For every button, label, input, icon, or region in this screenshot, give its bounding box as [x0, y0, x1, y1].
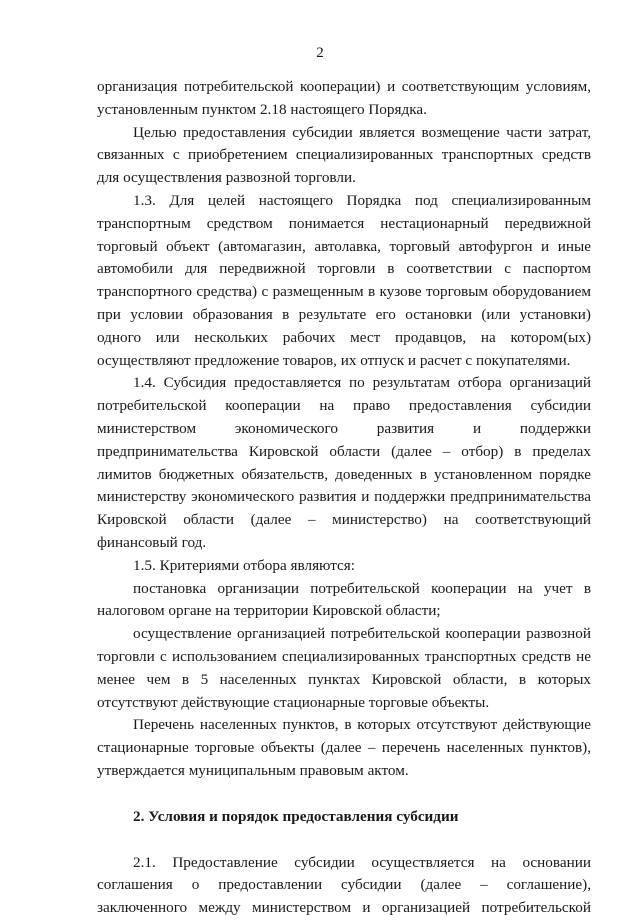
document-body [97, 76, 591, 920]
criterion-registration: постановка организации потребительской кооперации на учет в налоговом органе на территории Кировской области; [97, 579, 591, 620]
paragraph-2-1: 2.1. Предоставление субсидии осуществляется на основании соглашения о предоставлении субсидии (далее – соглашение), заключенного между министерством и организацией потребительской [97, 853, 591, 917]
section-heading: 2. Условия и порядок предоставления субсидии [133, 807, 459, 825]
paragraph-1-4: 1.4. Субсидия предоставляется по результатам отбора организаций потребительской кооперации на право предоставления субсидии министерством экономического развития и поддержки предпринимательства Кировской области (далее – отбор) в пределах лимитов бюджетных обязательств, доведенных в установленном порядке министерству экономического развития и поддержки предпринимательства Кировской области (далее – министерство) на соответствующий финансовый год. [97, 374, 591, 551]
spacer [97, 829, 591, 852]
paragraph-continuation: организация потребительской кооперации) и соответствующим условиям, установленным пунктом 2.18 настоящего Порядка. [97, 78, 591, 118]
criterion-trade: осуществление организацией потребительской кооперации развозной торговли с использованием специализированных транспортных средств не менее чем в 5 населенных пунктах Кировской области, в которых отсутствуют действующие стационарные торговые объекты. [97, 625, 591, 711]
spacer [97, 783, 591, 806]
paragraph-settlements-list: Перечень населенных пунктов, в которых отсутствуют действующие стационарные торговые объекты (далее – перечень населенных пунктов), утверждается муниципальным правовым актом. [97, 716, 591, 779]
paragraph-1-5: 1.5. Критериями отбора являются: [133, 556, 355, 574]
page-number: 2 [316, 45, 324, 61]
paragraph-purpose: Целью предоставления субсидии является возмещение части затрат, связанных с приобретением специализированных транспортных средств для осуществления развозной торговли. [97, 123, 591, 187]
paragraph-1-3: 1.3. Для целей настоящего Порядка под специализированным транспортным средством понимается нестационарный передвижной торговый объект (автомагазин, автолавка, торговый автофургон и иные автомобили для передвижной торговли в соответствии с паспортом транспортного средства) с размещенным в кузове торговым оборудованием при условии образования в результате его остановки (или установки) одного или нескольких рабочих мест продавцов, на котором(ых) осуществляют предложение товаров, их отпуск и расчет с покупателями. [97, 191, 591, 369]
